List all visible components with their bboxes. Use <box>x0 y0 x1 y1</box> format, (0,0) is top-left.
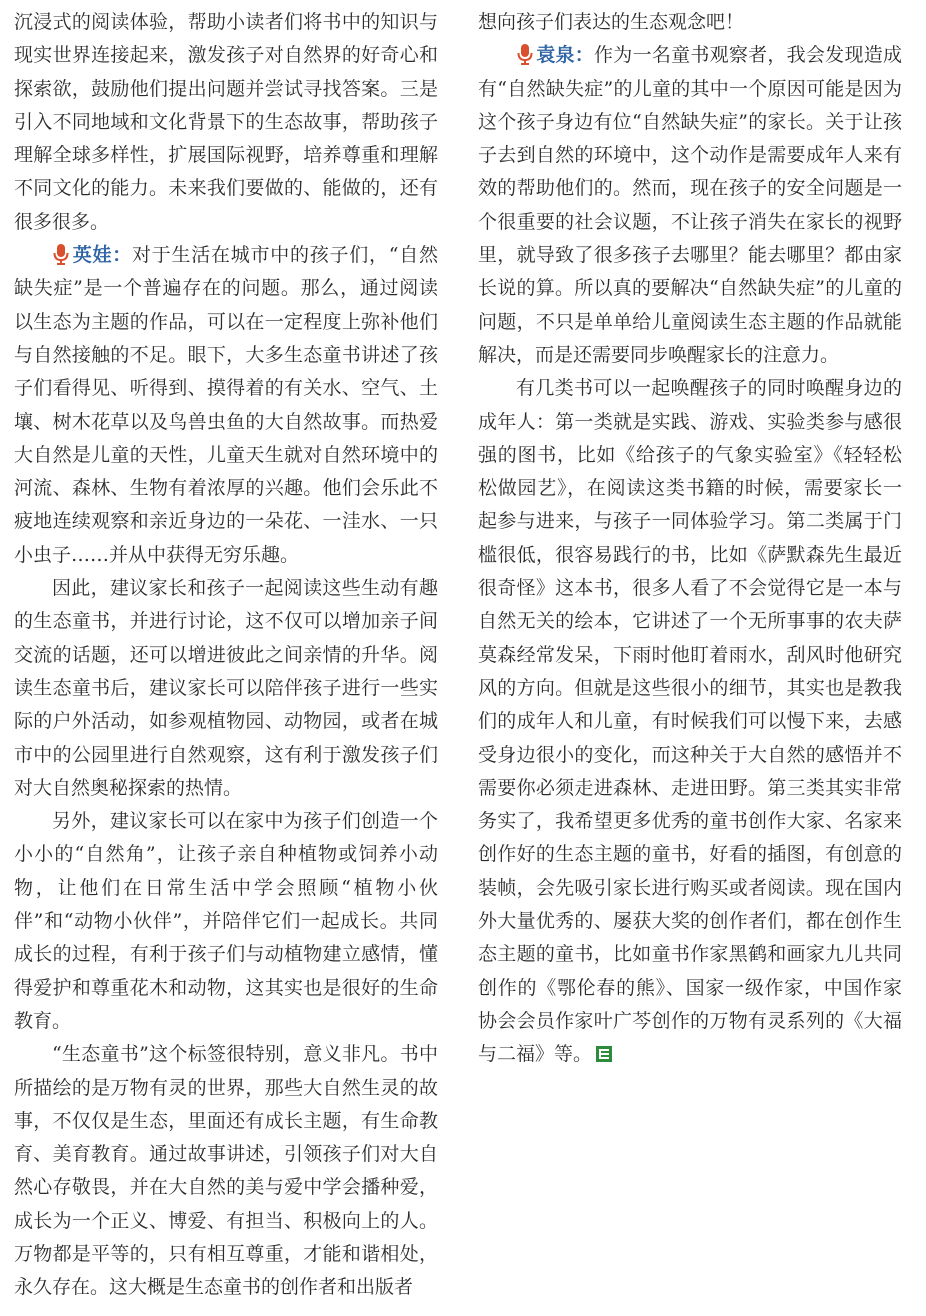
speaker-text: 作为一名童书观察者，我会发现造成有“自然缺失症”的儿童的其中一个原因可能是因为这个孩子身边有位“自然缺失症”的家长。关于让孩子去到自然的环境中，这个动作是需要成年人来有效的帮助他们的。然而，现在孩子的安全问题是一个很重要的社会议题，不让孩子消失在家长的视野里，就导致了很多孩子去哪里？能去哪里？都由家长说的算。所以真的要解决“自然缺失症”的儿童的问题，不只是单单给儿童阅读生态主题的作品就能解决，而是还需要同步唤醒家长的注意力。 <box>478 44 902 366</box>
paragraph: 因此，建议家长和孩子一起阅读这些生动有趣的生态童书，并进行讨论，这不仅可以增加亲子间交流的话题，还可以增进彼此之间亲情的升华。阅读生态童书后，建议家长可以陪伴孩子进行一些实际的户外活动，如参观植物园、动物园，或者在城市中的公园里进行自然观察，这有利于激发孩子们对大自然奥秘探索的热情。 <box>14 577 438 799</box>
paragraph: 沉浸式的阅读体验，帮助小读者们将书中的知识与现实世界连接起来，激发孩子对自然界的好奇心和探索欲，鼓励他们提出问题并尝试寻找答案。三是引入不同地域和文化背景下的生态故事，帮助孩子理解全球多样性，扩展国际视野，培养尊重和理解不同文化的能力。未来我们要做的、能做的，还有很多很多。 <box>14 11 438 233</box>
microphone-icon <box>52 243 70 265</box>
end-mark-icon <box>596 1046 612 1062</box>
paragraph: 想向孩子们表达的生态观念吧！ <box>478 11 745 33</box>
right-column <box>478 6 902 1072</box>
paragraph: “生态童书”这个标签很特别，意义非凡。书中所描绘的是万物有灵的世界，那些大自然生灵的故事，不仅仅是生态，里面还有成长主题，有生命教育、美育教育。通过故事讲述，引领孩子们对大自然心存敬畏，并在大自然的美与爱中学会播种爱，成长为一个正义、博爱、有担当、积极向上的人。万物都是平等的，只有相互尊重，才能和谐相处，永久存在。这大概是生态童书的创作者和出版者 <box>14 1043 438 1299</box>
paragraph-text: 有几类书可以一起唤醒孩子的同时唤醒身边的成年人：第一类就是实践、游戏、实验类参与感很强的图书，比如《给孩子的气象实验室》《轻轻松松做园艺》，在阅读这类书籍的时候，需要家长一起参与进来，与孩子一同体验学习。第二类属于门槛很低，很容易践行的书，比如《萨默森先生最近很奇怪》这本书，很多人看了不会觉得它是一本与自然无关的绘本，它讲述了一个无所事事的农夫萨莫森经常发呆，下雨时他盯着雨水，刮风时他研究风的方向。但就是这些很小的细节，其实也是教我们的成年人和儿童，有时候我们可以慢下来，去感受身边很小的变化，而这种关于大自然的感悟并不需要你必须走进森林、走进田野。第三类其实非常务实了，我希望更多优秀的童书创作大家、名家来创作好的生态主题的童书，好看的插图，有创意的装帧，会先吸引家长进行购买或者阅读。现在国内外大量优秀的、屡获大奖的创作者们，都在创作生态主题的童书，比如童书作家黑鹤和画家九儿共同创作的《鄂伦春的熊》、国家一级作家，中国作家协会会员作家叶广芩创作的万物有灵系列的《大福与二福》等。 <box>478 377 902 1066</box>
paragraph-final <box>478 372 902 1071</box>
speaker-text: 对于生活在城市中的孩子们，“自然缺失症”是一个普遍存在的问题。那么，通过阅读以生态为主题的作品，可以在一定程度上弥补他们与自然接触的不足。眼下，大多生态童书讲述了孩子们看得见、听得到、摸得着的有关水、空气、土壤、树木花草以及鸟兽虫鱼的大自然故事。而热爱大自然是儿童的天性，儿童天生就对自然环境中的河流、森林、生物有着浓厚的兴趣。他们会乐此不疲地连续观察和亲近身边的一朵花、一洼水、一只小虫子……并从中获得无穷乐趣。 <box>14 244 438 566</box>
speaker-name: 英娃： <box>72 244 133 267</box>
paragraph-speaker-yuanquan <box>478 39 902 372</box>
paragraph: 另外，建议家长可以在家中为孩子们创造一个小小的“自然角”，让孩子亲自种植物或饲养小动物，让他们在日常生活中学会照顾“植物小伙伴”和“动物小伙伴”，并陪伴它们一起成长。共同成长的过程，有利于孩子们与动植物建立感情，懂得爱护和尊重花木和动物，这其实也是很好的生命教育。 <box>14 810 438 1032</box>
paragraph-speaker-yingwa <box>14 239 438 572</box>
microphone-icon <box>516 43 534 65</box>
speaker-name: 袁泉： <box>536 44 595 67</box>
left-column <box>14 6 438 1305</box>
